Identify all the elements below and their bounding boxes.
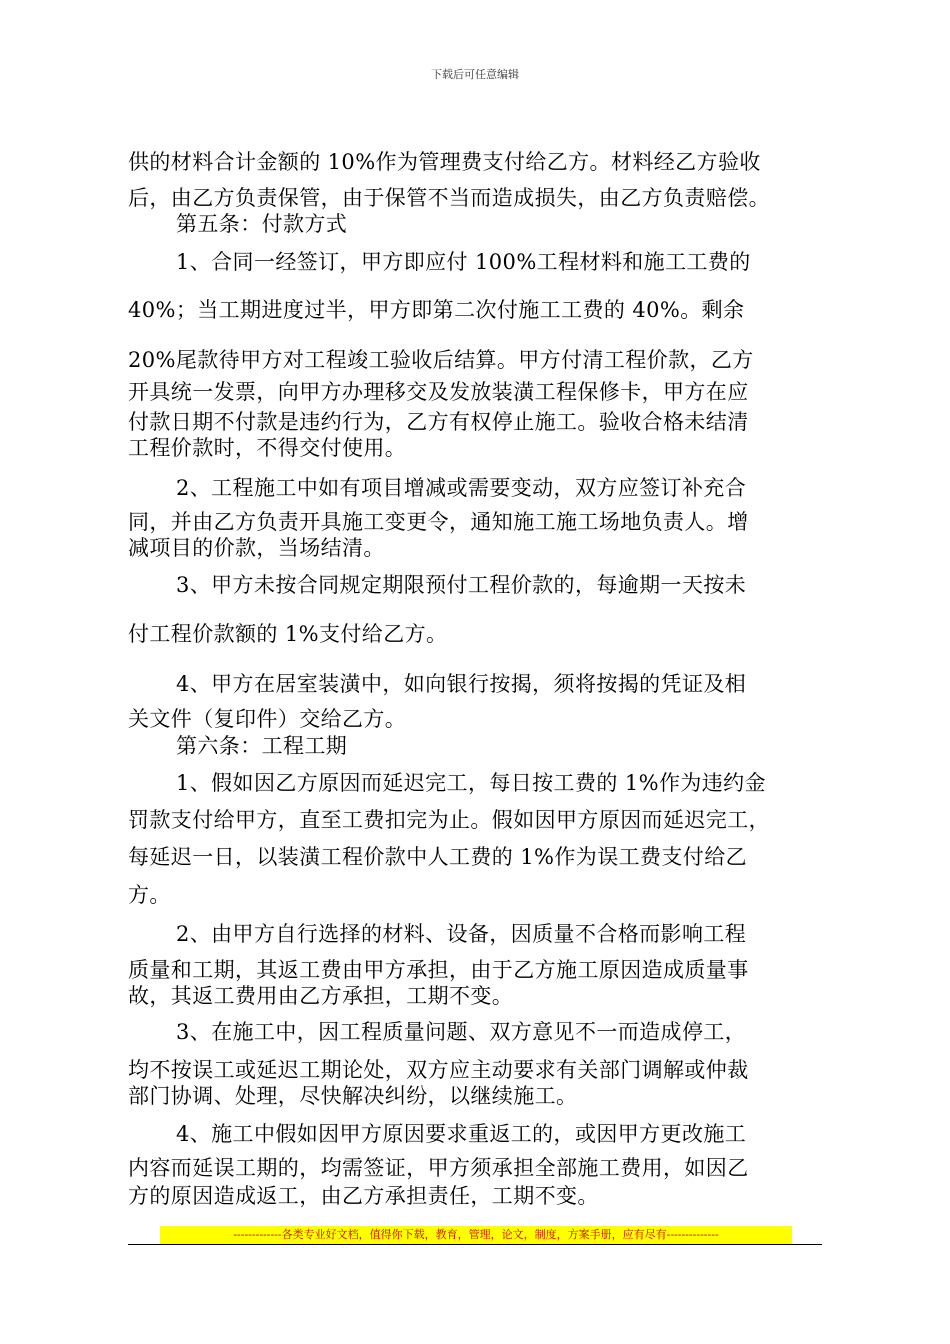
text-line: 3、甲方未按合同规定期限预付工程价款的，每逾期一天按未	[176, 573, 747, 597]
text-line: 工程价款时，不得交付使用。	[128, 436, 407, 460]
text-line: 付工程价款额的 1%支付给乙方。	[128, 622, 448, 646]
text-line: 4、施工中假如因甲方原因要求重返工的，或因甲方更改施工	[176, 1122, 747, 1146]
text-line: 20%尾款待甲方对工程竣工验收后结算。甲方付清工程价款，乙方	[128, 348, 754, 372]
text-line: 质量和工期，其返工费由甲方承担，由于乙方施工原因造成质量事	[128, 958, 749, 982]
text-line: 1、合同一经签订，甲方即应付 100%工程材料和施工工费的	[176, 250, 751, 274]
text-line: 开具统一发票，向甲方办理移交及发放装潢工程保修卡，甲方在应	[128, 380, 749, 404]
footer-divider	[128, 1244, 822, 1245]
text-line: 同，并由乙方负责开具施工变更令，通知施工施工场地负责人。增	[128, 510, 749, 534]
text-line: 供的材料合计金额的 10%作为管理费支付给乙方。材料经乙方验收	[128, 150, 761, 174]
text-line: 内容而延误工期的，均需签证，甲方须承担全部施工费用，如因乙	[128, 1156, 749, 1180]
text-line: 部门协调、处理，尽快解决纠纷，以继续施工。	[128, 1084, 578, 1108]
text-line: 2、工程施工中如有项目增减或需要变动，双方应签订补充合	[176, 476, 747, 500]
text-line: 关文件（复印件）交给乙方。	[128, 707, 407, 731]
text-line: 40%；当工期进度过半，甲方即第二次付施工工费的 40%。剩余	[128, 298, 745, 322]
text-line: 故，其返工费用由乙方承担，工期不变。	[128, 984, 514, 1008]
text-line: 罚款支付给甲方，直至工费扣完为止。假如因甲方原因而延迟完工，	[128, 808, 770, 832]
text-line: 均不按误工或延迟工期论处，双方应主动要求有关部门调解或仲裁	[128, 1058, 749, 1082]
text-line: 付款日期不付款是违约行为，乙方有权停止施工。验收合格未结清	[128, 410, 749, 434]
footer-banner: -------------各类专业好文档，值得你下载，教育，管理，论文，制度，方案手册，应有尽有--------------	[233, 1228, 719, 1241]
text-line: 后，由乙方负责保管，由于保管不当而造成损失，由乙方负责赔偿。	[128, 186, 770, 210]
text-line: 方的原因造成返工，由乙方承担责任，工期不变。	[128, 1184, 599, 1208]
section-heading-schedule: 第六条：工程工期	[176, 734, 348, 758]
text-line: 2、由甲方自行选择的材料、设备，因质量不合格而影响工程	[176, 922, 747, 946]
text-line: 减项目的价款，当场结清。	[128, 536, 385, 560]
text-line: 方。	[128, 883, 171, 907]
text-line: 每延迟一日，以装潢工程价款中人工费的 1%作为误工费支付给乙	[128, 845, 747, 869]
text-line: 1、假如因乙方原因而延迟完工，每日按工费的 1%作为违约金	[176, 771, 766, 795]
page-header: 下载后可任意编辑	[431, 68, 519, 81]
text-line: 3、在施工中，因工程质量问题、双方意见不一而造成停工，	[176, 1020, 747, 1044]
section-heading-payment: 第五条：付款方式	[176, 212, 348, 236]
text-line: 4、甲方在居室装潢中，如向银行按揭，须将按揭的凭证及相	[176, 672, 747, 696]
